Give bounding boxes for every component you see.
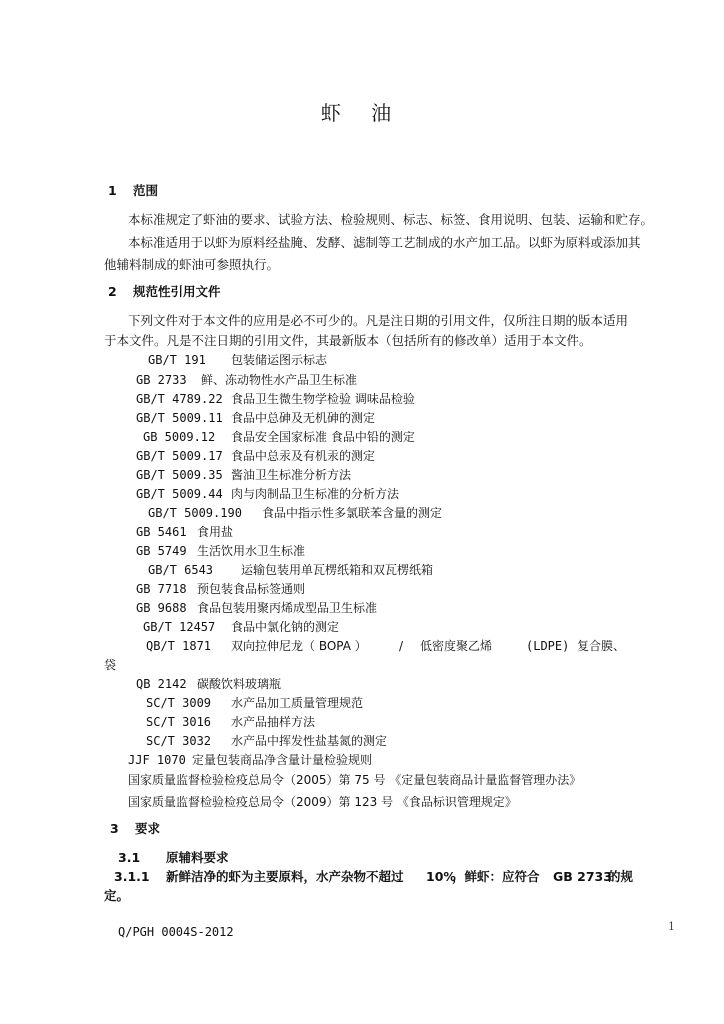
ref-code: GB/T 191 xyxy=(148,353,206,367)
ref-bopa-part1: 双向拉伸尼龙（ BOPA ） xyxy=(231,639,367,653)
section-3-1-number: 3.1 xyxy=(118,850,141,865)
ref-name: 食品安全国家标准 食品中铅的测定 xyxy=(231,430,415,444)
footer-standard-code: Q/PGH 0004S-2012 xyxy=(118,925,234,939)
ref-code: GB 5749 xyxy=(136,544,187,558)
ref-code: SC/T 3032 xyxy=(146,734,212,748)
section-3-number: 3 xyxy=(110,821,119,836)
section-3-1-1-percent: 10% xyxy=(426,869,456,884)
ref-code: QB 2142 xyxy=(136,677,187,691)
ref-name: 肉与肉制品卫生标准的分析方法 xyxy=(231,487,400,501)
ref-name: 生活饮用水卫生标准 xyxy=(197,544,306,558)
ref-name: 食品中指示性多氯联苯含量的测定 xyxy=(262,506,443,520)
section-2-heading: 规范性引用文件 xyxy=(133,284,221,299)
ref-name: 运输包装用单瓦楞纸箱和双瓦楞纸箱 xyxy=(241,563,434,577)
section-1-heading: 范围 xyxy=(133,183,159,198)
ref-code: GB 7718 xyxy=(136,582,187,596)
ref-code: GB/T 5009.190 xyxy=(148,506,242,520)
section-3-1-1-text-b: ，鲜虾：应符合 xyxy=(452,869,540,884)
ref-name: 水产品中挥发性盐基氮的测定 xyxy=(231,734,388,748)
ref-bopa-part2: 低密度聚乙烯 xyxy=(420,639,493,653)
ref-name: 定量包装商品净含量计量检验规则 xyxy=(192,753,373,767)
ref-code: JJF 1070 xyxy=(128,753,186,767)
ref-code: GB/T 4789.22 xyxy=(136,392,223,406)
ref-code: GB 5461 xyxy=(136,525,187,539)
section-3-1-1-number: 3.1.1 xyxy=(114,869,150,884)
ref-name: 水产品加工质量管理规范 xyxy=(231,696,364,710)
ref-bopa-slash: / xyxy=(399,639,404,653)
section-2-number: 2 xyxy=(108,284,117,299)
ref-name: 酱油卫生标准分析方法 xyxy=(231,468,352,482)
section-3-1-1-text-a: 新鲜洁净的虾为主要原料，水产杂物不超过 xyxy=(166,869,404,884)
ref-name: 水产品抽样方法 xyxy=(231,715,316,729)
section-3-1-1-wrap: 定。 xyxy=(104,888,130,903)
ref-name: 食品卫生微生物学检验 调味品检验 xyxy=(231,392,415,406)
section-2-intro-b: 于本文件。凡是不注日期的引用文件，其最新版本（包括所有的修改单）适用于本文件。 xyxy=(104,333,592,348)
ref-code: GB 5009.12 xyxy=(143,430,216,444)
section-3-heading: 要求 xyxy=(135,821,161,836)
section-1-paragraph-2b: 他辅料制成的虾油可参照执行。 xyxy=(104,257,280,272)
decree-2009: 国家质量监督检验检疫总局令（2009）第 123 号 《食品标识管理规定》 xyxy=(128,795,517,809)
ref-bopa-part3: (LDPE) xyxy=(526,639,570,653)
ref-name: 食品包装用聚丙烯成型品卫生标准 xyxy=(197,601,378,615)
ref-code: SC/T 3016 xyxy=(146,715,212,729)
section-1-paragraph-2a: 本标准适用于以虾为原料经盐腌、发酵、滤制等工艺制成的水产加工品。以虾为原料或添加其 xyxy=(128,235,641,250)
section-1-paragraph-1: 本标准规定了虾油的要求、试验方法、检验规则、标志、标签、食用说明、包装、运输和贮存。 xyxy=(128,212,654,227)
document-title: 虾 油 xyxy=(320,101,404,125)
ref-code: GB 9688 xyxy=(136,601,187,615)
ref-name: 食品中总砷及无机砷的测定 xyxy=(231,411,376,425)
ref-code: GB/T 5009.17 xyxy=(136,449,223,463)
ref-code: GB/T 5009.44 xyxy=(136,487,223,501)
ref-code: GB 2733 xyxy=(136,373,187,387)
ref-code: SC/T 3009 xyxy=(146,696,212,710)
ref-code: GB/T 6543 xyxy=(148,563,214,577)
ref-code-bopa: QB/T 1871 xyxy=(146,639,212,653)
ref-name: 鲜、冻动物性水产品卫生标准 xyxy=(201,373,358,387)
ref-bopa-part4: 复合膜、 xyxy=(577,639,626,653)
decree-2005: 国家质量监督检验检疫总局令（2005）第 75 号 《定量包装商品计量监督管理办法》 xyxy=(128,773,582,787)
ref-name: 包装储运图示标志 xyxy=(231,353,328,367)
section-1-number: 1 xyxy=(108,183,117,198)
section-3-1-1-standard: GB 2733 xyxy=(553,869,612,884)
section-3-1-heading: 原辅料要求 xyxy=(166,850,229,865)
ref-name: 预包装食品标签通则 xyxy=(197,582,306,596)
ref-name: 食品中氯化钠的测定 xyxy=(231,620,340,634)
ref-code: GB/T 12457 xyxy=(143,620,216,634)
page-number: 1 xyxy=(668,920,675,933)
ref-bopa-wrap: 袋 xyxy=(104,658,117,672)
ref-code: GB/T 5009.35 xyxy=(136,468,223,482)
section-2-intro-a: 下列文件对于本文件的应用是必不可少的。凡是注日期的引用文件，仅所注日期的版本适用 xyxy=(128,313,629,328)
section-3-1-1-text-c: 的规 xyxy=(608,869,634,884)
ref-code: GB/T 5009.11 xyxy=(136,411,223,425)
ref-name: 食用盐 xyxy=(197,525,234,539)
ref-name: 碳酸饮料玻璃瓶 xyxy=(197,677,282,691)
ref-name: 食品中总汞及有机汞的测定 xyxy=(231,449,376,463)
